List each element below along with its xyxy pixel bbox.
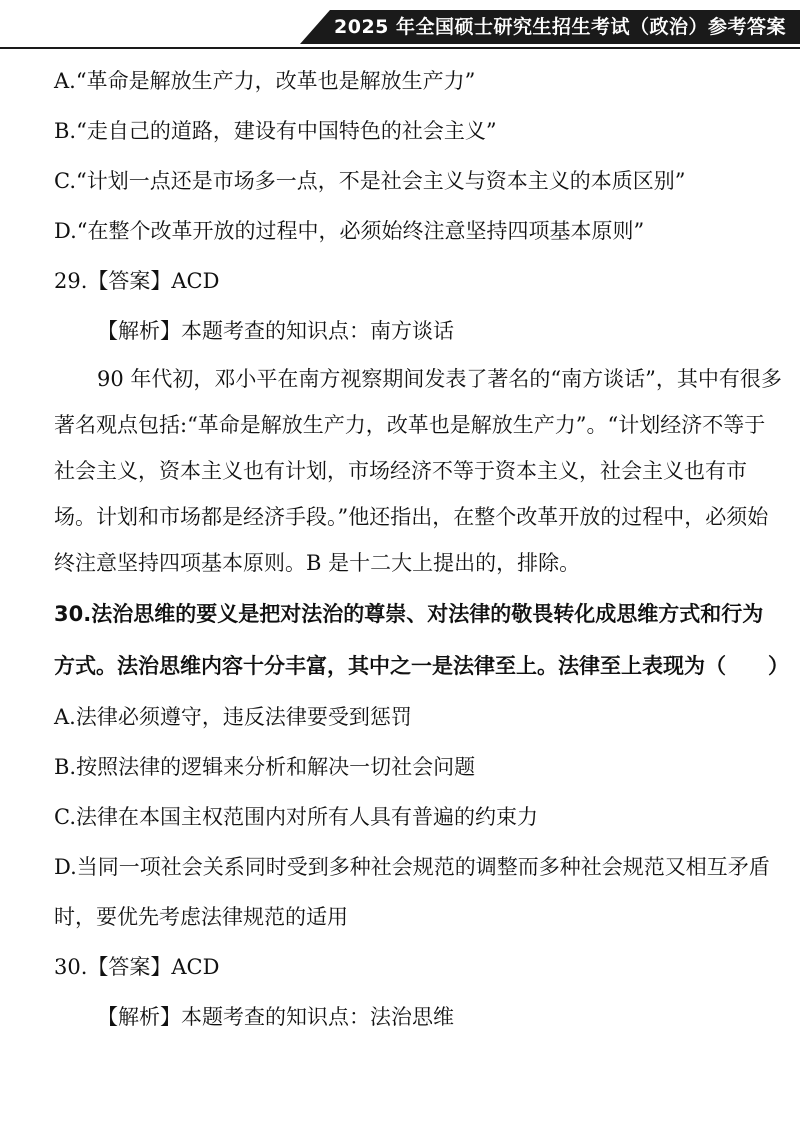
q30-stem: 30.法治思维的要义是把对法治的尊崇、对法律的敬畏转化成思维方式和行为方式。法治思维内容十分丰富，其中之一是法律至上。法律至上表现为（ ） [54,602,789,678]
q30-option-b: B.按照法律的逻辑来分析和解决一切社会问题 [54,755,476,779]
q28-option-a: A.“革命是解放生产力，改革也是解放生产力” [54,69,476,93]
q30-analysis: 【解析】本题考查的知识点：法治思维 [97,1005,454,1029]
q29-answer: 29.【答案】ACD [54,269,220,293]
q30-option-c: C.法律在本国主权范围内对所有人具有普遍的约束力 [54,805,538,829]
q30-answer: 30.【答案】ACD [54,955,220,979]
q29-explanation: 90 年代初，邓小平在南方视察期间发表了著名的“南方谈话”，其中有很多著名观点包括:“革命是解放生产力，改革也是解放生产力”。“计划经济不等于社会主义，资本主义也有计划，市场经济不等于资本主义，社会主义也有市场。计划和市场都是经济手段。”他还指出，在整个改革开放的过程中，必须始终注意坚持四项基本原则。B 是十二大上提出的，排除。 [54,367,782,575]
q28-option-b: B.“走自己的道路，建设有中国特色的社会主义” [54,119,497,143]
header-rule [0,47,800,49]
q30-option-d: D.当同一项社会关系同时受到多种社会规范的调整而多种社会规范又相互矛盾时，要优先考虑法律规范的适用 [54,855,770,929]
q28-option-c: C.“计划一点还是市场多一点，不是社会主义与资本主义的本质区别” [54,169,686,193]
page-content [54,56,789,1042]
q30-option-a: A.法律必须遵守，违反法律要受到惩罚 [54,705,412,729]
q29-analysis: 【解析】本题考查的知识点：南方谈话 [97,319,454,343]
q28-option-d: D.“在整个改革开放的过程中，必须始终注意坚持四项基本原则” [54,219,645,243]
page-header [0,0,800,52]
header-title: 2025 年全国硕士研究生招生考试（政治）参考答案 [334,16,786,38]
